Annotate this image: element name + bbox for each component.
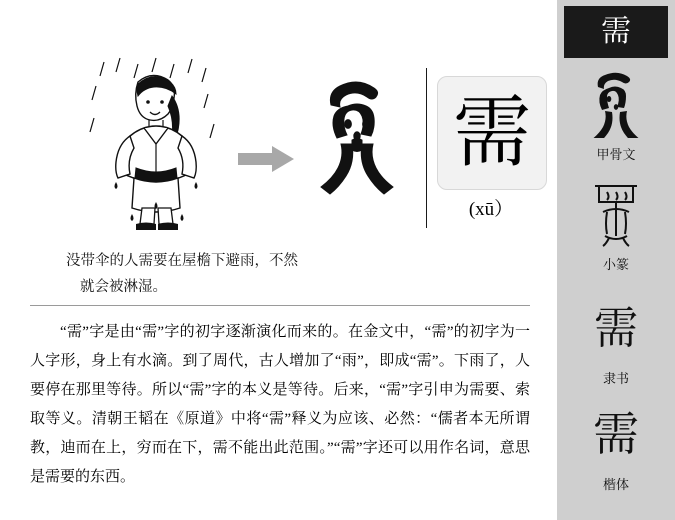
sidebar-item-clerical-script[interactable] [557, 292, 675, 387]
sidebar-item-label-oracle: 甲骨文 [596, 147, 636, 162]
seal-script-glyph-icon [557, 178, 675, 252]
sidebar-item-label-regular: 楷体 [602, 477, 629, 492]
clerical-glyph-char: 需 [594, 304, 638, 353]
sidebar-item-oracle-bone[interactable] [557, 68, 675, 163]
oracle-bone-glyph-large [302, 78, 412, 208]
sidebar-item-label-seal: 小篆 [602, 257, 629, 272]
modern-character-card [437, 76, 547, 190]
modern-character: 需 [452, 89, 531, 176]
illustration-row [0, 18, 557, 238]
person-in-rain-illustration [86, 56, 226, 236]
caption-line-1: 没带伞的人需要在屋檐下避雨，不然 [66, 253, 298, 269]
sidebar-header-character: 需 [601, 15, 631, 48]
body-paragraph: “需”字是由“需”字的初字逐渐演化而来的。在金文中，“需”的初字为一人字形，身上有水滴。到了周代，古人增加了“雨”，即成“需”。下雨了，人要停在那里等待。所以“需”字的本义是等待。后来，“需”字引申为需要、索取等义。清朝王韬在《原道》中将“需”释义为应该、必然：“儒者本无所谓教，迪而在上，穷而在下，需不能出此范围。”“需”字还可以用作名词，意思是需要的东西。 [30, 324, 530, 485]
oracle-bone-glyph-icon [557, 68, 675, 142]
script-evolution-sidebar [557, 0, 675, 520]
horizontal-divider [30, 305, 530, 306]
sidebar-item-seal-script[interactable] [557, 178, 675, 273]
sidebar-header [564, 6, 668, 58]
sidebar-item-regular-script[interactable] [557, 398, 675, 493]
pinyin-label: (xū） [468, 199, 514, 220]
regular-glyph-char: 需 [593, 409, 639, 460]
sidebar-item-label-clerical: 隶书 [602, 371, 629, 386]
illustration-caption [66, 248, 396, 300]
regular-script-glyph-icon [557, 398, 675, 472]
clerical-script-glyph-icon [557, 292, 675, 366]
vertical-divider [426, 68, 427, 228]
right-arrow-icon [238, 146, 294, 172]
body-paragraph-container [30, 318, 530, 492]
caption-line-2: 就会被淋湿。 [80, 279, 167, 295]
